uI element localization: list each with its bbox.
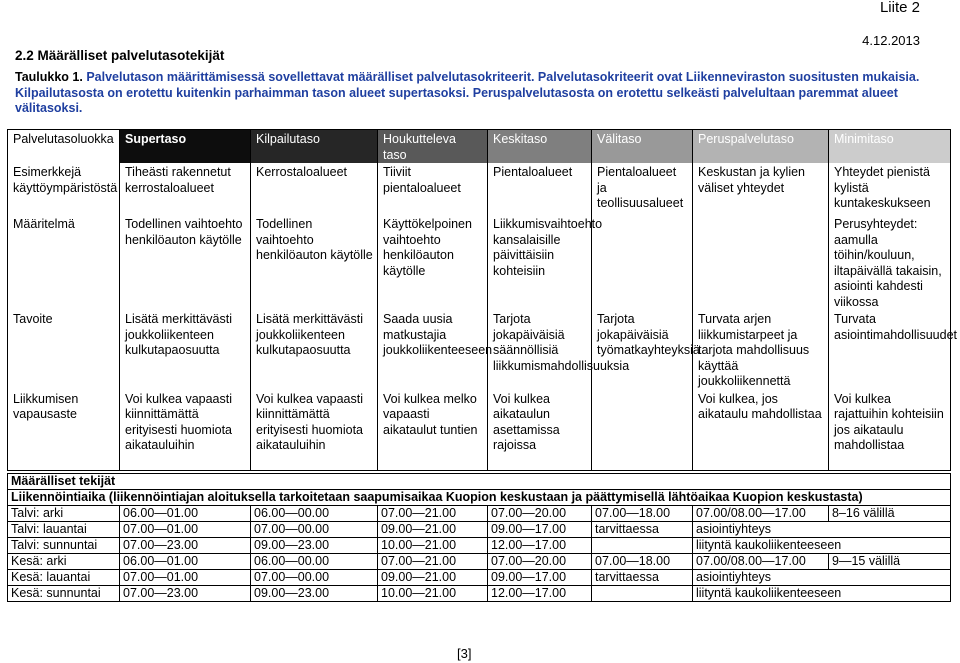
header-cell: Peruspalvelutaso bbox=[693, 130, 829, 164]
schedule-cell: 06.00—00.00 bbox=[251, 506, 378, 522]
schedule-row bbox=[8, 522, 951, 538]
schedule-cell: liityntä kaukoliikenteeseen bbox=[693, 586, 951, 602]
table-cell bbox=[592, 215, 693, 310]
schedule-row bbox=[8, 506, 951, 522]
caption-label: Taulukko 1. bbox=[15, 70, 83, 84]
schedule-cell: asiointiyhteys bbox=[693, 522, 951, 538]
schedule-cell: 09.00—21.00 bbox=[378, 570, 488, 586]
schedule-cell: 07.00—21.00 bbox=[378, 554, 488, 570]
schedule-subtitle-row bbox=[8, 490, 951, 506]
schedule-cell: 10.00—21.00 bbox=[378, 586, 488, 602]
table-cell: Voi kulkea rajattuihin kohteisiin jos aikataulu mahdollistaa bbox=[829, 390, 951, 471]
header-cell: Keskitaso bbox=[488, 130, 592, 164]
schedule-cell: 07.00/08.00—17.00 bbox=[693, 506, 829, 522]
table-cell: Pientaloalueet ja teollisuusalueet bbox=[592, 163, 693, 215]
schedule-cell: asiointiyhteys bbox=[693, 570, 951, 586]
table-cell bbox=[592, 390, 693, 471]
schedule-cell: 07.00—00.00 bbox=[251, 522, 378, 538]
header-cell: Minimitaso bbox=[829, 130, 951, 164]
schedule-label: Talvi: sunnuntai bbox=[8, 538, 120, 554]
table-cell: Todellinen vaihtoehto henkilöauton käytölle bbox=[120, 215, 251, 310]
table-cell: Tarjota jokapäiväisiä säännöllisiä liikkumismahdollisuuksia bbox=[488, 310, 592, 390]
schedule-cell: 07.00—00.00 bbox=[251, 570, 378, 586]
schedule-cell: 07.00—18.00 bbox=[592, 506, 693, 522]
header-cell: Kilpailutaso bbox=[251, 130, 378, 164]
table-cell: Voi kulkea vapaasti kiinnittämättä erityisesti huomiota aikatauluihin bbox=[120, 390, 251, 471]
table-cell: Voi kulkea vapaasti kiinnittämättä erityisesti huomiota aikatauluihin bbox=[251, 390, 378, 471]
schedule-cell: 07.00—23.00 bbox=[120, 586, 251, 602]
schedule-cell: 07.00—20.00 bbox=[488, 506, 592, 522]
table-cell: Todellinen vaihtoehto henkilöauton käytölle bbox=[251, 215, 378, 310]
schedule-cell bbox=[592, 586, 693, 602]
page-number: [3] bbox=[457, 646, 472, 661]
schedule-row bbox=[8, 554, 951, 570]
schedule-label: Kesä: arki bbox=[8, 554, 120, 570]
schedule-cell: 12.00—17.00 bbox=[488, 538, 592, 554]
schedule-cell: 07.00—01.00 bbox=[120, 570, 251, 586]
section-heading: 2.2 Määrälliset palvelutasotekijät bbox=[15, 48, 225, 63]
schedule-cell: 07.00—21.00 bbox=[378, 506, 488, 522]
table-cell: Liikkumisvaihtoehto kansalaisille päivittäisiin kohteisiin bbox=[488, 215, 592, 310]
schedule-cell: 8–16 välillä bbox=[829, 506, 951, 522]
schedule-cell: 07.00/08.00—17.00 bbox=[693, 554, 829, 570]
service-level-table bbox=[7, 129, 957, 471]
schedule-row bbox=[8, 586, 951, 602]
schedule-cell: 07.00—01.00 bbox=[120, 522, 251, 538]
table-cell: Turvata arjen liikkumistarpeet ja tarjota mahdollisuus käyttää joukkoliikennettä bbox=[693, 310, 829, 390]
header-cell: Palvelutasoluokka bbox=[8, 130, 120, 164]
schedule-cell: 06.00—01.00 bbox=[120, 554, 251, 570]
schedule-cell: tarvittaessa bbox=[592, 570, 693, 586]
schedule-cell: 06.00—00.00 bbox=[251, 554, 378, 570]
table-cell bbox=[693, 215, 829, 310]
table-cell: Lisätä merkittävästi joukkoliikenteen kulkutapaosuutta bbox=[251, 310, 378, 390]
schedule-label: Kesä: sunnuntai bbox=[8, 586, 120, 602]
table-row bbox=[8, 390, 951, 471]
schedule-label: Kesä: lauantai bbox=[8, 570, 120, 586]
row-label: Liikkumisen vapausaste bbox=[8, 390, 120, 471]
document-date: 4.12.2013 bbox=[862, 33, 920, 48]
schedule-cell: 10.00—21.00 bbox=[378, 538, 488, 554]
schedule-cell: 09.00—23.00 bbox=[251, 538, 378, 554]
header-cell: Supertaso bbox=[120, 130, 251, 164]
schedule-cell: 09.00—21.00 bbox=[378, 522, 488, 538]
table-cell: Tiiviit pientaloalueet bbox=[378, 163, 488, 215]
schedule-cell: 12.00—17.00 bbox=[488, 586, 592, 602]
table-cell: Turvata asiointimahdollisuudet bbox=[829, 310, 951, 390]
table-cell: Kerrostaloalueet bbox=[251, 163, 378, 215]
schedule-cell: tarvittaessa bbox=[592, 522, 693, 538]
header-row bbox=[8, 130, 951, 164]
row-label: Esimerkkejä käyttöympäristöstä bbox=[8, 163, 120, 215]
schedule-cell: 06.00—01.00 bbox=[120, 506, 251, 522]
table-row bbox=[8, 163, 951, 215]
row-label: Määritelmä bbox=[8, 215, 120, 310]
table-cell: Saada uusia matkustajia joukkoliikenteeseen bbox=[378, 310, 488, 390]
schedule-cell: 07.00—18.00 bbox=[592, 554, 693, 570]
table-cell: Tiheästi rakennetut kerrostaloalueet bbox=[120, 163, 251, 215]
table-cell: Yhteydet pienistä kylistä kuntakeskukseen bbox=[829, 163, 951, 215]
table-cell: Voi kulkea melko vapaasti aikataulut tuntien bbox=[378, 390, 488, 471]
table-cell: Käyttökelpoinen vaihtoehto henkilöauton käytölle bbox=[378, 215, 488, 310]
table-cell: Keskustan ja kylien väliset yhteydet bbox=[693, 163, 829, 215]
schedule-title-row bbox=[8, 474, 951, 490]
schedule-subtitle: Liikennöintiaika (liikennöintiajan aloituksella tarkoitetaan saapumisaikaa Kuopion keskustaan ja päättymisellä lähtöaikaa Kuopion keskustasta) bbox=[8, 490, 951, 506]
schedule-cell: 07.00—20.00 bbox=[488, 554, 592, 570]
table-row bbox=[8, 310, 951, 390]
schedule-cell: 09.00—23.00 bbox=[251, 586, 378, 602]
table-cell: Voi kulkea aikataulun asettamissa rajoissa bbox=[488, 390, 592, 471]
schedule-table bbox=[7, 473, 951, 602]
header-cell: Houkutteleva taso bbox=[378, 130, 488, 164]
table-caption bbox=[15, 70, 945, 117]
schedule-cell: 09.00—17.00 bbox=[488, 570, 592, 586]
caption-text: Palvelutason määrittämisessä sovellettavat määrälliset palvelutasokriteerit. Palvelutasokriteerit ovat Liikenneviraston suositusten mukaisia. Kilpailutasosta on erotettu kuitenkin parhaimman tason alueet supertasoksi. Peruspalvelutasosta on erotettu selkeästi palvelultaan paremmat alueet välitasoksi. bbox=[15, 70, 920, 115]
schedule-cell: liityntä kaukoliikenteeseen bbox=[693, 538, 951, 554]
schedule-cell: 9—15 välillä bbox=[829, 554, 951, 570]
table-cell: Voi kulkea, jos aikataulu mahdollistaa bbox=[693, 390, 829, 471]
schedule-label: Talvi: lauantai bbox=[8, 522, 120, 538]
schedule-cell: 09.00—17.00 bbox=[488, 522, 592, 538]
schedule-cell bbox=[592, 538, 693, 554]
table-row bbox=[8, 215, 951, 310]
header-cell: Välitaso bbox=[592, 130, 693, 164]
row-label: Tavoite bbox=[8, 310, 120, 390]
table-cell: Lisätä merkittävästi joukkoliikenteen kulkutapaosuutta bbox=[120, 310, 251, 390]
schedule-title: Määrälliset tekijät bbox=[8, 474, 951, 490]
schedule-row bbox=[8, 570, 951, 586]
appendix-label: Liite 2 bbox=[879, 0, 920, 16]
schedule-row bbox=[8, 538, 951, 554]
table-cell: Perusyhteydet: aamulla töihin/kouluun, iltapäivällä takaisin, asiointi kahdesti viikossa bbox=[829, 215, 951, 310]
table-cell: Tarjota jokapäiväisiä työmatkayhteyksiä bbox=[592, 310, 693, 390]
table-cell: Pientaloalueet bbox=[488, 163, 592, 215]
schedule-label: Talvi: arki bbox=[8, 506, 120, 522]
schedule-cell: 07.00—23.00 bbox=[120, 538, 251, 554]
